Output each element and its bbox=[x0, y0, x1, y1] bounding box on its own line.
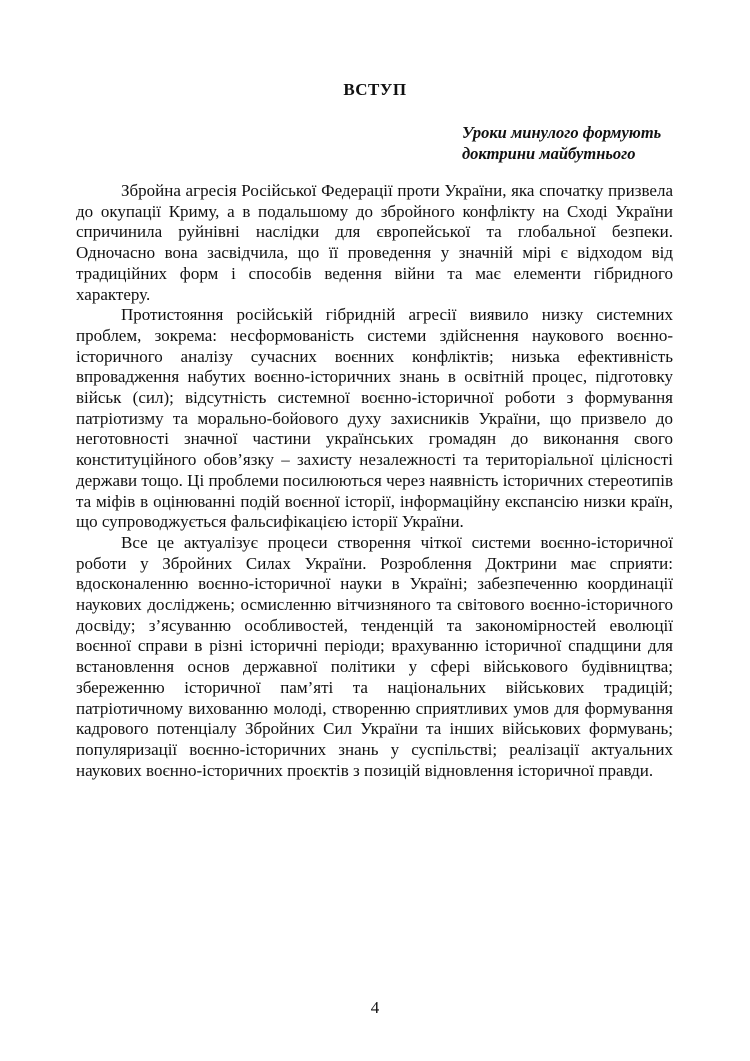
paragraph-1: Збройна агресія Російської Федерації проти України, яка спочатку призвела до окупації Криму, а в подальшому до збройного конфлікту на Сході України спричинила руйнівні наслідки для європейської та глобальної безпеки. Одночасно вона засвідчила, що її проведення у значній мірі є відходом від традиційних форм і способів ведення війни та має елементи гібридного характеру. bbox=[76, 181, 673, 304]
epigraph bbox=[462, 122, 722, 164]
epigraph-line-2: доктрини майбутнього bbox=[462, 144, 636, 163]
page-title: ВСТУП bbox=[343, 80, 407, 99]
paragraph-2: Протистояння російській гібридній агресії виявило низку системних проблем, зокрема: несформованість системи здійснення наукового воєнно-історичного аналізу сучасних воєнних конфліктів; низька ефективність впровадження набутих воєнно-історичних знань в освітній процес, підготовку військ (сил); відсутність системної воєнно-історичної роботи з формування патріотизму та морально-бойового духу захисників України, що призвело до неготовності значної частини українських громадян до виконання свого конституційного обов’язку – захисту незалежності та територіальної цілісності держави тощо. Ці проблеми посилюються через наявність історичних стереотипів та міфів в оцінюванні подій воєнної історії, інформаційну експансію низки країн, що супроводжується фальсифікацією історії України. bbox=[76, 305, 673, 532]
paragraph-3: Все це актуалізує процеси створення чіткої системи воєнно-історичної роботи у Збройних Силах України. Розроблення Доктрини має сприяти: вдосконаленню воєнно-історичної науки в Україні; забезпеченню координації наукових досліджень; осмисленню вітчизняного та світового воєнно-історичного досвіду; з’ясуванню особливостей, тенденцій та закономірностей еволюції воєнної справи в різні історичні періоди; врахуванню історичної спадщини для встановлення основ державної політики у сфері військового будівництва; збереженню історичної пам’яті та національних військових традицій; патріотичному вихованню молоді, створенню сприятливих умов для формування кадрового потенціалу Збройних Сил України та інших військових формувань; популяризації воєнно-історичних знань у суспільстві; реалізації актуальних наукових воєнно-історичних проєктів з позицій відновлення історичної правди. bbox=[76, 532, 673, 780]
body-text bbox=[76, 181, 673, 781]
epigraph-line-1: Уроки минулого формують bbox=[462, 123, 662, 142]
page-number: 4 bbox=[370, 998, 380, 1017]
